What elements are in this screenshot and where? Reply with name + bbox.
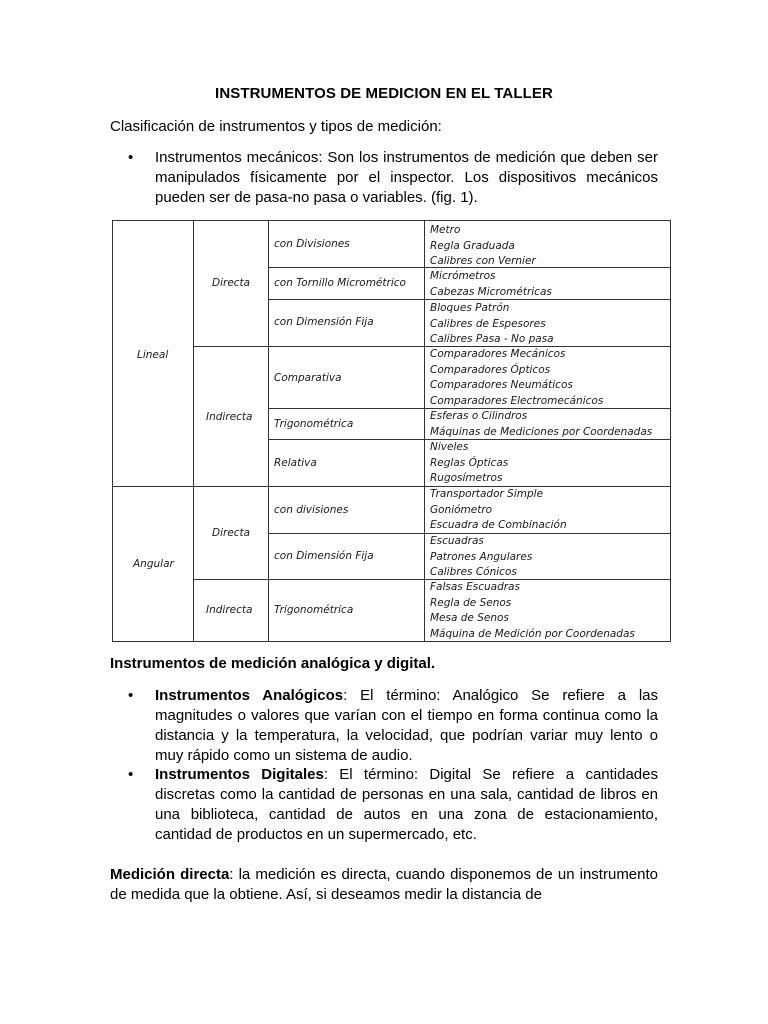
instrument-item: Máquina de Medición por Coordenadas — [430, 627, 635, 640]
direct-measurement-text: : la medición es directa, cuando disponemos de un instrumento de medida que la obtiene. Así, si deseamos medir la distancia de — [110, 866, 659, 903]
instrument-item: Regla de Senos — [430, 596, 512, 609]
instrument-item: Escuadras — [430, 535, 484, 547]
instrument-item: Máquinas de Mediciones por Coordenadas — [430, 425, 653, 438]
method-label: con Dimensión Fija — [274, 316, 374, 328]
instrument-item: Escuadra de Combinación — [430, 519, 567, 531]
classification-figure — [112, 220, 671, 642]
subcategory-lineal-indirecta: Indirecta — [206, 411, 253, 423]
subcategory-angular-directa: Directa — [212, 527, 251, 539]
term-digital: Instrumentos Digitales — [155, 766, 324, 783]
bullet-digital-instruments — [130, 765, 658, 845]
instrument-item: Comparadores Mecánicos — [430, 348, 566, 360]
method-label: Trigonométrica — [274, 418, 354, 430]
instrument-list — [430, 269, 552, 300]
instrument-item: Rugosímetros — [430, 472, 503, 484]
method-label: Comparativa — [274, 372, 342, 384]
instrument-item: Esferas o Cilindros — [430, 410, 528, 422]
bullet-mechanical-text: Instrumentos mecánicos: Son los instrumentos de medición que deben ser manipulados físicamente por el inspector. Los dispositivos mecánicos pueden ser de pasa-no pasa o variables. (fig. 1). — [155, 149, 658, 206]
instrument-item: Transportador Simple — [430, 488, 544, 500]
bullet-icon: • — [128, 766, 134, 783]
divider — [424, 221, 425, 641]
subcategory-lineal-directa: Directa — [212, 277, 251, 289]
instrument-item: Calibres Cónicos — [430, 566, 517, 578]
instrument-item: Micrómetros — [430, 270, 496, 282]
subcategory-angular-indirecta: Indirecta — [206, 604, 253, 616]
instrument-item: Calibres Pasa - No pasa — [430, 333, 554, 345]
instrument-item: Reglas Ópticas — [430, 456, 509, 469]
bullet-analog-text: : El término: Analógico Se refiere a las magnitudes o valores que varían con el tiempo en forma continua como la distancia y la temperatura, la velocidad, que podrían variar muy lento o muy rápido como un sistema de audio. — [155, 687, 659, 764]
instrument-item: Calibres de Espesores — [430, 317, 546, 330]
instrument-list — [430, 409, 652, 440]
method-label: Trigonométrica — [274, 604, 354, 616]
instrument-item: Goniómetro — [430, 503, 493, 516]
method-label: con Dimensión Fija — [274, 550, 374, 562]
method-label: con divisiones — [274, 504, 349, 516]
bullet-digital-paragraph — [155, 765, 658, 845]
instrument-item: Mesa de Senos — [430, 612, 509, 624]
instrument-item: Patrones Angulares — [430, 550, 533, 563]
instrument-item: Cabezas Micrométricas — [430, 285, 552, 298]
instrument-list — [430, 440, 508, 487]
bullet-analog-instruments — [130, 686, 658, 766]
term-direct-measurement: Medición directa — [110, 866, 230, 883]
instrument-item: Niveles — [430, 441, 469, 453]
document-title: INSTRUMENTOS DE MEDICION EN EL TALLER — [215, 85, 553, 102]
divider — [268, 221, 269, 641]
section-heading-analog-digital: Instrumentos de medición analógica y digital. — [110, 655, 436, 672]
instrument-item: Bloques Patrón — [430, 302, 510, 314]
method-label: con Divisiones — [274, 238, 350, 250]
classification-intro: Clasificación de instrumentos y tipos de medición: — [110, 118, 442, 135]
bullet-mechanical-instruments — [130, 148, 658, 208]
bullet-analog-paragraph — [155, 686, 658, 766]
instrument-item: Metro — [430, 224, 461, 236]
instrument-item: Calibres con Vernier — [430, 255, 536, 267]
category-lineal: Lineal — [137, 349, 169, 361]
instrument-item: Falsas Escuadras — [430, 581, 520, 593]
instrument-item: Regla Graduada — [430, 239, 515, 252]
instrument-list — [430, 580, 635, 642]
instrument-item: Comparadores Ópticos — [430, 363, 551, 376]
instrument-list — [430, 347, 603, 409]
bullet-digital-text: : El término: Digital Se refiere a cantidades discretas como la cantidad de personas en una sala, cantidad de libros en una biblioteca, cantidad de autos en una zona de estacionamiento, cantidad de productos en un supermercado, etc. — [155, 766, 658, 843]
method-label: con Tornillo Micrométrico — [274, 277, 406, 289]
instrument-item: Comparadores Neumáticos — [430, 379, 573, 391]
term-analog: Instrumentos Analógicos — [155, 687, 344, 704]
bullet-icon: • — [128, 149, 134, 166]
instrument-list — [430, 534, 532, 581]
instrument-list — [430, 487, 567, 534]
instrument-item: Comparadores Electromecánicos — [430, 394, 604, 407]
bullet-icon: • — [128, 687, 134, 704]
paragraph-direct-measurement — [110, 865, 658, 905]
instrument-list — [430, 223, 536, 270]
method-label: Relativa — [274, 457, 317, 469]
category-angular: Angular — [133, 558, 174, 570]
divider — [193, 221, 194, 641]
instrument-list — [430, 301, 554, 348]
divider — [113, 486, 670, 487]
